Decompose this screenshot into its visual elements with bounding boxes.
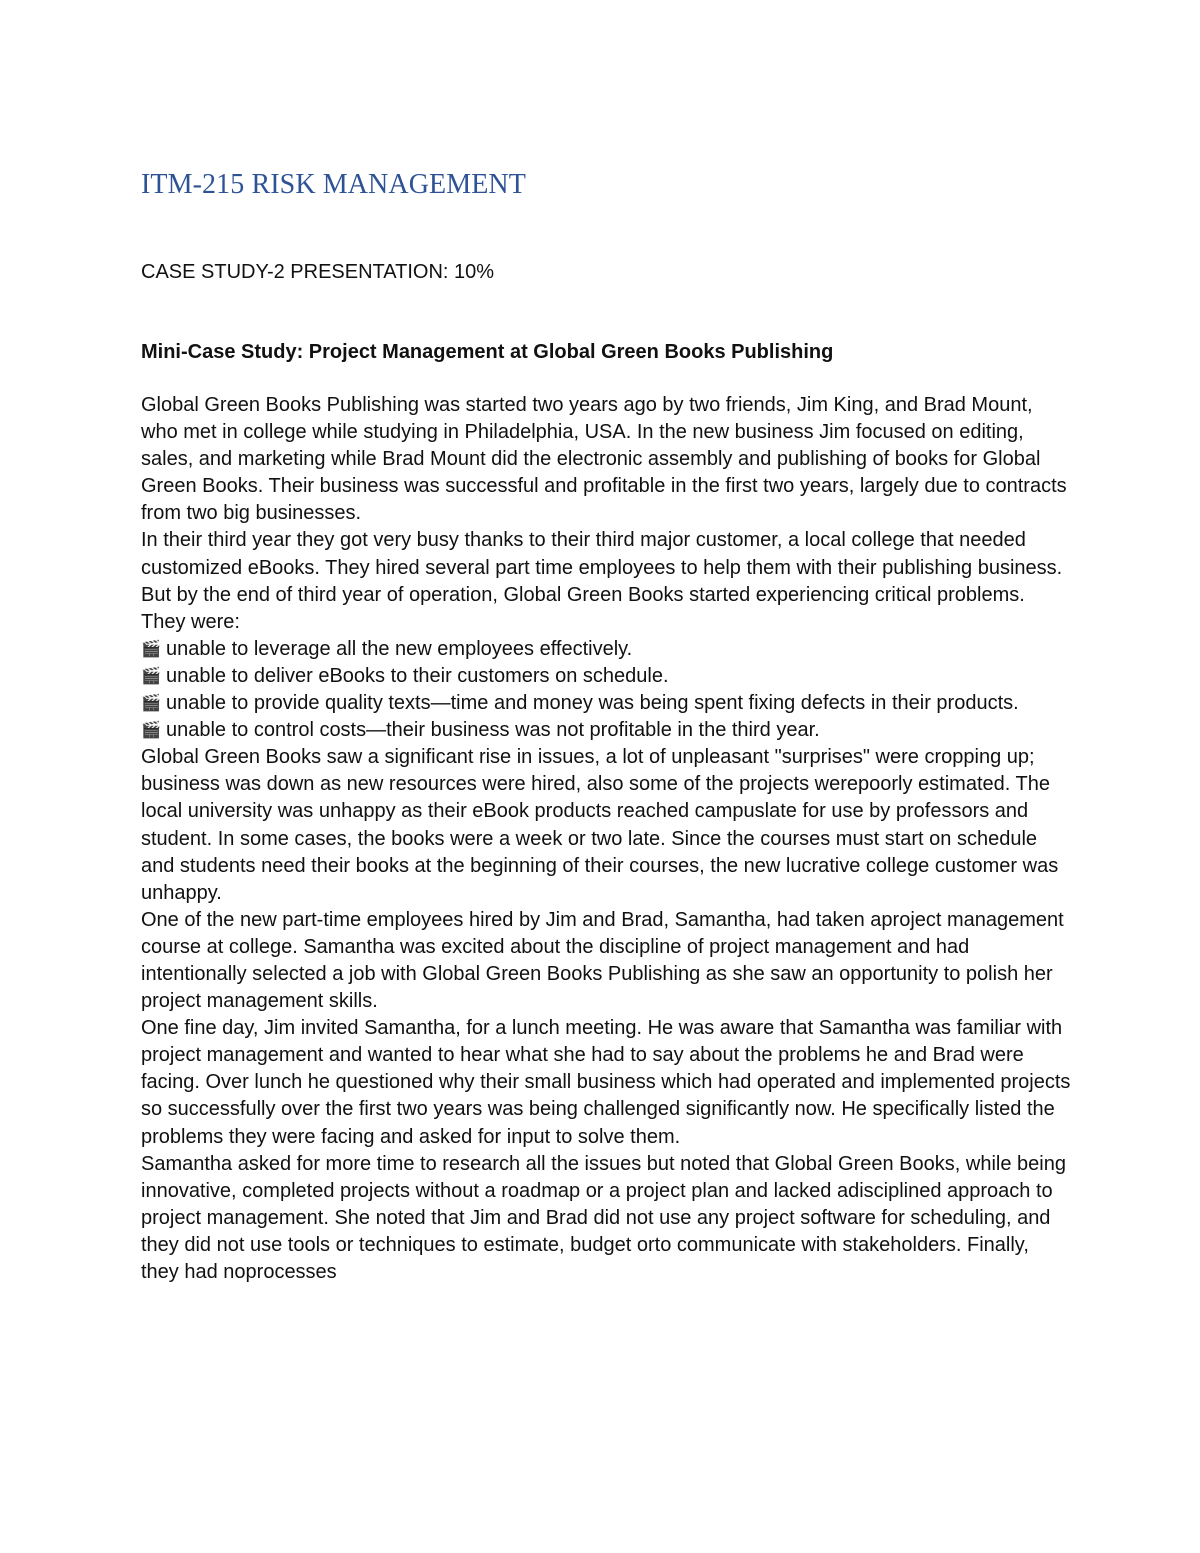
- presentation-subtitle: CASE STUDY-2 PRESENTATION: 10%: [141, 261, 495, 283]
- clapperboard-icon: 🎬: [141, 640, 161, 658]
- paragraph-issues: Global Green Books saw a significant rise in issues, a lot of unpleasant "surprises" were cropping up; business was down as new resources were hired, also some of the projects werepoorly estimated. The local university was unhappy as their eBook products reached campuslate for use by professors and student. In some cases, the books were a week or two late. Since the courses must start on schedule and students need their books at the beginning of their courses, the new lucrative college customer was unhappy.: [141, 746, 1059, 904]
- case-study-heading: Mini-Case Study: Project Management at Global Green Books Publishing: [141, 341, 834, 363]
- bullet-text: unable to leverage all the new employees effectively.: [166, 637, 633, 660]
- document-title: ITM-215 RISK MANAGEMENT: [141, 169, 526, 200]
- document-page: [141, 168, 1071, 1286]
- case-study-body: [141, 392, 1071, 1286]
- bullet-text: unable to control costs—their business was not profitable in the third year.: [166, 719, 820, 742]
- paragraph-samantha-analysis: Samantha asked for more time to research all the issues but noted that Global Green Books, while being innovative, completed projects without a roadmap or a project plan and lacked adisciplined approach to project management. She noted that Jim and Brad did not use any project software for scheduling, and they did not use tools or techniques to estimate, budget orto communicate with stakeholders. Finally, they had noprocesses: [141, 1152, 1066, 1283]
- paragraph-intro: Global Green Books Publishing was started two years ago by two friends, Jim King, and Brad Mount, who met in college while studying in Philadelphia, USA. In the new business Jim focused on editing, sales, and marketing while Brad Mount did the electronic assembly and publishing of books for Global Green Books. Their business was successful and profitable in the first two years, largely due to contracts from two big businesses.: [141, 394, 1067, 525]
- paragraph-third-year: In their third year they got very busy thanks to their third major customer, a local college that needed customized eBooks. They hired several part time employees to help them with their publishing business. But by the end of third year of operation, Global Green Books started experiencing critical problems. They were:: [141, 529, 1063, 633]
- clapperboard-icon: 🎬: [141, 667, 161, 685]
- list-item: [141, 663, 1071, 690]
- paragraph-samantha-intro: One of the new part-time employees hired by Jim and Brad, Samantha, had taken aproject management course at college. Samantha was excited about the discipline of project management and had intentionally selected a job with Global Green Books Publishing as she saw an opportunity to polish her project management skills.: [141, 908, 1064, 1013]
- clapperboard-icon: 🎬: [141, 722, 161, 740]
- paragraph-lunch-meeting: One fine day, Jim invited Samantha, for a lunch meeting. He was aware that Samantha was familiar with project management and wanted to hear what she had to say about the problems he and Brad were facing. Over lunch he questioned why their small business which had operated and implemented projects so successfully over the first two years was being challenged significantly now. He specifically listed the problems they were facing and asked for input to solve them.: [141, 1017, 1071, 1148]
- bullet-text: unable to provide quality texts—time and money was being spent fixing defects in their products.: [166, 692, 1019, 715]
- list-item: [141, 717, 1071, 744]
- bullet-text: unable to deliver eBooks to their customers on schedule.: [166, 664, 669, 687]
- list-item: [141, 636, 1071, 663]
- clapperboard-icon: 🎬: [141, 695, 161, 713]
- list-item: [141, 690, 1071, 717]
